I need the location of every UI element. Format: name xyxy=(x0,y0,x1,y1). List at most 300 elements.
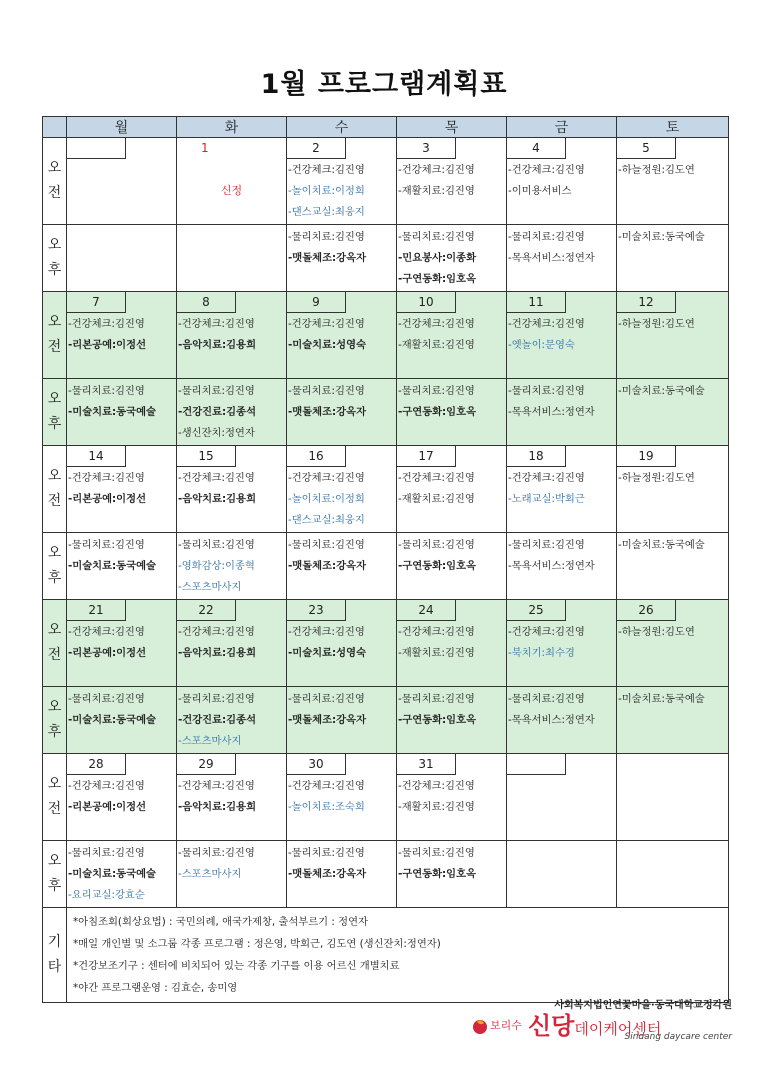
program-item: -건강체크:김진영 xyxy=(178,318,255,330)
day-cell-pm xyxy=(177,379,287,446)
session-label-char: 오 xyxy=(47,699,62,715)
program-item: -물리치료:김진영 xyxy=(288,231,365,243)
program-item: -구연동화:임호옥 xyxy=(398,868,477,880)
week-pm-row xyxy=(43,841,729,908)
program-item: -건강체크:김진영 xyxy=(178,472,255,484)
program-item: -미술치료:동국예술 xyxy=(618,385,705,397)
day-cell-pm xyxy=(617,687,729,754)
program-item: -구연동화:임호옥 xyxy=(398,560,477,572)
weekday-header-row xyxy=(43,117,729,138)
schedule-table xyxy=(42,116,729,1003)
day-cell-pm xyxy=(617,841,729,908)
weekday-header: 화 xyxy=(177,117,287,138)
date-number xyxy=(67,138,126,159)
day-cell-am xyxy=(397,446,507,533)
program-item: -건강체크:김진영 xyxy=(288,626,365,638)
day-cell-am xyxy=(67,600,177,687)
session-label xyxy=(43,225,67,292)
day-cell-am xyxy=(507,138,617,225)
program-list xyxy=(398,776,505,818)
program-item: -리본공예:이정선 xyxy=(68,801,147,813)
program-item: -물리치료:김진영 xyxy=(178,385,255,397)
program-list xyxy=(288,314,395,356)
program-item: -리본공예:이정선 xyxy=(68,647,147,659)
program-item: -미술치료:성영숙 xyxy=(288,647,367,659)
program-item: -목욕서비스:정연자 xyxy=(508,560,595,572)
program-item: -음악치료:김용희 xyxy=(178,339,257,351)
program-item: -스포츠마사지 xyxy=(178,581,242,593)
program-item: -물리치료:김진영 xyxy=(398,693,475,705)
day-cell-am xyxy=(397,138,507,225)
program-list xyxy=(288,227,395,269)
day-cell-am xyxy=(177,446,287,533)
date-number: 17 xyxy=(397,446,456,467)
program-item: -건강체크:김진영 xyxy=(398,626,475,638)
session-label-char: 후 xyxy=(47,262,62,278)
day-cell-am xyxy=(177,292,287,379)
day-cell-pm xyxy=(507,841,617,908)
session-label-char: 오 xyxy=(47,545,62,561)
program-list xyxy=(398,468,505,510)
date-number: 16 xyxy=(287,446,346,467)
program-list xyxy=(68,776,175,818)
date-number: 31 xyxy=(397,754,456,775)
program-item: -재활치료:김진영 xyxy=(398,801,475,813)
logo-mark-text: 보리수 xyxy=(490,1019,522,1032)
program-list xyxy=(178,776,285,818)
day-cell-pm xyxy=(67,841,177,908)
day-cell-pm xyxy=(397,841,507,908)
program-item: -건강체크:김진영 xyxy=(68,472,145,484)
day-cell-am xyxy=(397,292,507,379)
day-cell-am xyxy=(287,292,397,379)
note-line: *매일 개인별 및 소그룹 각종 프로그램 : 정은영, 박회근, 김도연 (생신잔치:정연자) xyxy=(73,938,441,950)
day-cell-pm xyxy=(67,379,177,446)
day-cell-pm xyxy=(287,687,397,754)
program-item: -음악치료:김용희 xyxy=(178,647,257,659)
program-list xyxy=(68,535,175,577)
brand-english-text: Sindang daycare center xyxy=(624,1032,732,1042)
program-item: -미술치료:동국예술 xyxy=(618,231,705,243)
day-cell-pm xyxy=(397,533,507,600)
holiday-label: 신정 xyxy=(220,184,243,197)
session-label xyxy=(43,379,67,446)
date-number: 8 xyxy=(177,292,236,313)
program-list xyxy=(178,843,285,885)
program-list xyxy=(398,689,505,731)
program-item: -건강체크:김진영 xyxy=(398,164,475,176)
day-cell-pm xyxy=(177,225,287,292)
date-number: 9 xyxy=(287,292,346,313)
day-cell-pm xyxy=(287,379,397,446)
day-cell-am xyxy=(287,138,397,225)
day-cell-am xyxy=(287,754,397,841)
program-list xyxy=(508,689,615,731)
session-label-char: 후 xyxy=(47,724,62,740)
program-item: -물리치료:김진영 xyxy=(398,385,475,397)
session-label-char: 전 xyxy=(47,647,62,663)
program-item: -리본공예:이정선 xyxy=(68,493,147,505)
program-item: -건강진료:김종석 xyxy=(178,406,257,418)
day-cell-pm xyxy=(67,533,177,600)
program-item: -목욕서비스:정연자 xyxy=(508,252,595,264)
program-item: -미술치료:동국예술 xyxy=(68,714,156,726)
program-item: -건강체크:김진영 xyxy=(288,472,365,484)
program-list xyxy=(68,468,175,510)
program-item: -물리치료:김진영 xyxy=(508,231,585,243)
program-list xyxy=(68,843,175,906)
day-cell-am xyxy=(67,446,177,533)
program-item: -목욕서비스:정연자 xyxy=(508,714,595,726)
program-list xyxy=(68,622,175,664)
program-item: -구연동화:임호옥 xyxy=(398,406,477,418)
week-am-row xyxy=(43,600,729,687)
session-label-char: 전 xyxy=(47,339,62,355)
day-cell-am xyxy=(177,138,287,225)
program-list xyxy=(288,535,395,577)
day-cell-pm xyxy=(287,225,397,292)
day-cell-pm xyxy=(177,687,287,754)
program-item: -물리치료:김진영 xyxy=(508,385,585,397)
day-cell-pm xyxy=(507,687,617,754)
program-item: -건강체크:김진영 xyxy=(288,318,365,330)
program-item: -재활치료:김진영 xyxy=(398,647,475,659)
day-cell-am xyxy=(177,754,287,841)
date-number: 14 xyxy=(67,446,126,467)
session-label-char: 전 xyxy=(47,493,62,509)
day-cell-am xyxy=(617,292,729,379)
brand-main-text: 신당 xyxy=(528,1012,575,1040)
program-list xyxy=(178,535,285,598)
day-cell-pm xyxy=(507,225,617,292)
week-pm-row xyxy=(43,379,729,446)
program-list xyxy=(508,160,615,202)
program-item: -물리치료:김진영 xyxy=(178,693,255,705)
session-label-char: 전 xyxy=(47,185,62,201)
program-item: -건강체크:김진영 xyxy=(288,164,365,176)
session-label-char: 오 xyxy=(47,237,62,253)
day-cell-pm xyxy=(617,379,729,446)
notes-row xyxy=(43,908,729,1003)
day-cell-am xyxy=(507,292,617,379)
program-item: -놀이치료:이정희 xyxy=(288,493,365,505)
day-cell-pm xyxy=(67,687,177,754)
bodhi-tree-logo-icon xyxy=(472,1014,528,1040)
day-cell-am xyxy=(507,754,617,841)
session-label xyxy=(43,600,67,687)
date-number: 10 xyxy=(397,292,456,313)
week-am-row xyxy=(43,754,729,841)
program-item: -미술치료:동국예술 xyxy=(68,868,156,880)
date-number: 2 xyxy=(287,138,346,159)
program-item: -미술치료:동국예술 xyxy=(68,560,156,572)
program-item: -물리치료:김진영 xyxy=(288,847,365,859)
program-item: -물리치료:김진영 xyxy=(398,231,475,243)
week-pm-row xyxy=(43,687,729,754)
date-number: 24 xyxy=(397,600,456,621)
date-number: 3 xyxy=(397,138,456,159)
program-list xyxy=(398,381,505,423)
program-item: -미술치료:동국예술 xyxy=(618,693,705,705)
program-list xyxy=(288,843,395,885)
day-cell-pm xyxy=(507,533,617,600)
program-item: -음악치료:김용희 xyxy=(178,493,257,505)
session-label xyxy=(43,292,67,379)
program-item: -미술치료:동국예술 xyxy=(68,406,156,418)
program-item: -건강체크:김진영 xyxy=(398,780,475,792)
program-item: -물리치료:김진영 xyxy=(178,539,255,551)
session-label-char: 오 xyxy=(47,468,62,484)
session-label xyxy=(43,687,67,754)
program-item: -하늘정원:김도연 xyxy=(618,626,695,638)
program-item: -미술치료:성영숙 xyxy=(288,339,367,351)
program-list xyxy=(618,381,727,402)
day-cell-am xyxy=(617,446,729,533)
session-label-char: 오 xyxy=(47,314,62,330)
program-item: -하늘정원:김도연 xyxy=(618,164,695,176)
program-list xyxy=(178,689,285,752)
program-item: -음악치료:김용희 xyxy=(178,801,257,813)
weekday-header: 목 xyxy=(397,117,507,138)
date-number: 21 xyxy=(67,600,126,621)
program-list xyxy=(288,381,395,423)
program-list xyxy=(618,227,727,248)
program-list xyxy=(508,535,615,577)
weekday-header: 토 xyxy=(617,117,729,138)
program-list xyxy=(398,622,505,664)
program-item: -맷돌체조:강옥자 xyxy=(288,406,367,418)
date-number: 28 xyxy=(67,754,126,775)
note-line: *아침조회(회상요법) : 국민의례, 애국가제창, 출석부르기 : 정연자 xyxy=(73,916,368,928)
program-item: -댄스교실:최웅지 xyxy=(288,206,365,218)
organization-name: 사회복지법인연꽃마을·동국대학교정각원 xyxy=(554,1000,732,1011)
session-label-char: 오 xyxy=(47,622,62,638)
weekday-header: 금 xyxy=(507,117,617,138)
session-label xyxy=(43,446,67,533)
program-list xyxy=(508,227,615,269)
program-list xyxy=(618,689,727,710)
program-item: -물리치료:김진영 xyxy=(68,693,145,705)
program-item: -미술치료:동국예술 xyxy=(618,539,705,551)
day-cell-pm xyxy=(397,379,507,446)
program-list xyxy=(398,843,505,885)
program-list xyxy=(618,535,727,556)
session-label xyxy=(43,754,67,841)
day-cell-am xyxy=(397,754,507,841)
program-list xyxy=(508,622,615,664)
program-list xyxy=(508,468,615,510)
program-item: -건강체크:김진영 xyxy=(178,626,255,638)
day-cell-am xyxy=(177,600,287,687)
week-am-row xyxy=(43,138,729,225)
session-label-char: 오 xyxy=(47,853,62,869)
day-cell-am xyxy=(67,754,177,841)
brand-sub-text: 데이케어센터 xyxy=(574,1020,662,1038)
program-list xyxy=(618,622,727,643)
program-item: -건강체크:김진영 xyxy=(398,318,475,330)
program-item: -맷돌체조:강옥자 xyxy=(288,714,367,726)
program-list xyxy=(618,314,727,335)
date-number: 5 xyxy=(617,138,676,159)
notes-cell xyxy=(67,908,729,1003)
program-list xyxy=(288,622,395,664)
date-number: 22 xyxy=(177,600,236,621)
program-list xyxy=(68,314,175,356)
date-number: 11 xyxy=(507,292,566,313)
day-cell-pm xyxy=(287,533,397,600)
program-list xyxy=(68,381,175,423)
program-list xyxy=(288,468,395,531)
session-label-char: 오 xyxy=(47,391,62,407)
program-item: -구연동화:임호옥 xyxy=(398,273,477,285)
program-item: -구연동화:임호옥 xyxy=(398,714,477,726)
weekday-header: 수 xyxy=(287,117,397,138)
session-label-char: 전 xyxy=(47,801,62,817)
session-label-char: 후 xyxy=(47,416,62,432)
program-item: -요리교실:강효순 xyxy=(68,889,145,901)
program-item: -생신잔치:정연자 xyxy=(178,427,255,439)
program-item: -노래교실:박회근 xyxy=(508,493,585,505)
program-item: -물리치료:김진영 xyxy=(288,539,365,551)
program-item: -스포츠마사지 xyxy=(178,868,242,880)
program-list xyxy=(178,468,285,510)
date-number: 23 xyxy=(287,600,346,621)
day-cell-am xyxy=(617,138,729,225)
program-item: -재활치료:김진영 xyxy=(398,493,475,505)
week-pm-row xyxy=(43,225,729,292)
program-list xyxy=(178,381,285,444)
program-list xyxy=(618,160,727,181)
program-list xyxy=(178,314,285,356)
week-am-row xyxy=(43,446,729,533)
date-number xyxy=(507,754,566,775)
day-cell-am xyxy=(287,446,397,533)
program-item: -건강체크:김진영 xyxy=(68,626,145,638)
session-label-char: 타 xyxy=(47,959,62,975)
session-label-char: 기 xyxy=(47,934,62,950)
program-item: -물리치료:김진영 xyxy=(508,693,585,705)
program-item: -건강체크:김진영 xyxy=(508,318,585,330)
weekday-header: 월 xyxy=(67,117,177,138)
day-cell-am xyxy=(67,138,177,225)
program-item: -옛놀이:문영숙 xyxy=(508,339,575,351)
program-item: -스포츠마사지 xyxy=(178,735,242,747)
program-item: -이미용서비스 xyxy=(508,185,572,197)
program-item: -건강체크:김진영 xyxy=(178,780,255,792)
day-cell-am xyxy=(67,292,177,379)
week-pm-row xyxy=(43,533,729,600)
program-item: -민요봉사:이종화 xyxy=(398,252,477,264)
day-cell-pm xyxy=(617,533,729,600)
program-item: -맷돌체조:강옥자 xyxy=(288,868,367,880)
session-label-char: 오 xyxy=(47,160,62,176)
session-label-char: 오 xyxy=(47,776,62,792)
date-number: 25 xyxy=(507,600,566,621)
day-cell-am xyxy=(287,600,397,687)
day-cell-pm xyxy=(177,533,287,600)
program-list xyxy=(618,468,727,489)
date-number: 15 xyxy=(177,446,236,467)
program-item: -물리치료:김진영 xyxy=(398,539,475,551)
program-item: -물리치료:김진영 xyxy=(398,847,475,859)
program-item: -물리치료:김진영 xyxy=(68,539,145,551)
date-number: 26 xyxy=(617,600,676,621)
program-item: -놀이치료:이정희 xyxy=(288,185,365,197)
program-list xyxy=(508,381,615,423)
program-item: -물리치료:김진영 xyxy=(68,847,145,859)
program-item: -건강체크:김진영 xyxy=(68,780,145,792)
date-number: 1 xyxy=(201,138,209,158)
note-line: *야간 프로그램운영 : 김효순, 송미영 xyxy=(73,982,238,994)
program-item: -건강진료:김종석 xyxy=(178,714,257,726)
day-cell-pm xyxy=(67,225,177,292)
date-number: 30 xyxy=(287,754,346,775)
program-item: -맷돌체조:강옥자 xyxy=(288,252,367,264)
program-list xyxy=(398,227,505,290)
program-item: -물리치료:김진영 xyxy=(508,539,585,551)
page-title: 1월 프로그램계획표 xyxy=(260,69,508,100)
program-item: -영화감상:이종혁 xyxy=(178,560,255,572)
date-number: 29 xyxy=(177,754,236,775)
footer-logo-block xyxy=(472,996,732,1040)
program-item: -건강체크:김진영 xyxy=(508,626,585,638)
program-item: -건강체크:김진영 xyxy=(68,318,145,330)
program-item: -물리치료:김진영 xyxy=(68,385,145,397)
program-list xyxy=(288,160,395,223)
date-number: 18 xyxy=(507,446,566,467)
session-label-char: 후 xyxy=(47,878,62,894)
day-cell-pm xyxy=(287,841,397,908)
day-cell-am xyxy=(617,754,729,841)
program-item: -건강체크:김진영 xyxy=(508,164,585,176)
program-item: -하늘정원:김도연 xyxy=(618,472,695,484)
week-am-row xyxy=(43,292,729,379)
day-cell-am xyxy=(507,446,617,533)
day-cell-pm xyxy=(617,225,729,292)
program-item: -물리치료:김진영 xyxy=(288,693,365,705)
program-item: -맷돌체조:강옥자 xyxy=(288,560,367,572)
program-item: -재활치료:김진영 xyxy=(398,339,475,351)
day-cell-pm xyxy=(177,841,287,908)
session-label xyxy=(43,841,67,908)
program-list xyxy=(398,535,505,577)
day-cell-pm xyxy=(397,687,507,754)
date-number: 12 xyxy=(617,292,676,313)
program-list xyxy=(398,314,505,356)
program-item: -물리치료:김진영 xyxy=(178,847,255,859)
program-list xyxy=(508,314,615,356)
day-cell-am xyxy=(617,600,729,687)
program-item: -건강체크:김진영 xyxy=(398,472,475,484)
program-item: -놀이치료:조숙희 xyxy=(288,801,365,813)
program-item: -건강체크:김진영 xyxy=(508,472,585,484)
program-list xyxy=(178,622,285,664)
program-item: -물리치료:김진영 xyxy=(288,385,365,397)
date-number: 19 xyxy=(617,446,676,467)
session-label-char: 후 xyxy=(47,570,62,586)
day-cell-am xyxy=(507,600,617,687)
program-item: -목욕서비스:정연자 xyxy=(508,406,595,418)
day-cell-am xyxy=(397,600,507,687)
program-list xyxy=(288,689,395,731)
date-number: 7 xyxy=(67,292,126,313)
program-list xyxy=(288,776,395,818)
header-corner xyxy=(43,117,67,138)
session-label xyxy=(43,138,67,225)
session-label xyxy=(43,533,67,600)
program-item: -댄스교실:최웅지 xyxy=(288,514,365,526)
day-cell-pm xyxy=(397,225,507,292)
